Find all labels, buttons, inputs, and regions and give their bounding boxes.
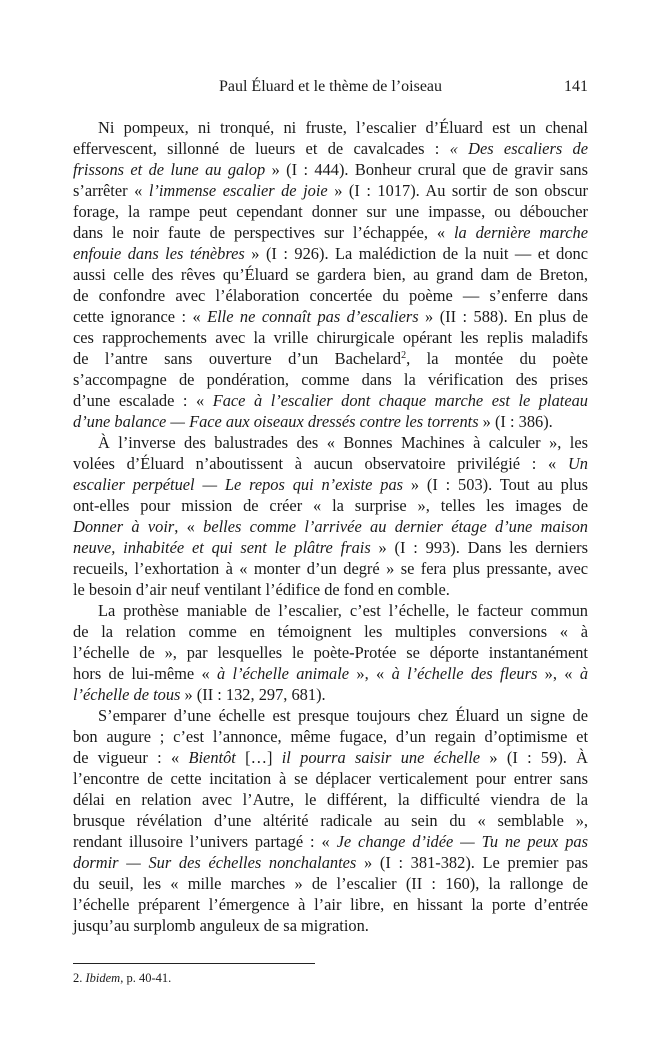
quotation-text: Elle ne connaît pas d’escaliers bbox=[207, 307, 419, 326]
text-line bbox=[73, 894, 588, 915]
text-segment: », « bbox=[537, 664, 580, 683]
text-segment: brusque révélation d’une altérité radicale au sein du « semblable », bbox=[73, 811, 588, 830]
quotation-text: « Des escaliers de bbox=[449, 139, 588, 158]
text-line bbox=[73, 264, 588, 285]
text-line bbox=[73, 600, 588, 621]
text-segment: S’emparer d’une échelle est presque toujours chez Éluard un signe de bbox=[98, 706, 588, 725]
text-segment: La prothèse maniable de l’escalier, c’est l’échelle, le facteur commun bbox=[98, 601, 588, 620]
text-line bbox=[73, 852, 588, 873]
text-line bbox=[73, 642, 588, 663]
quotation-text: Bientôt bbox=[188, 748, 236, 767]
text-line bbox=[73, 348, 588, 369]
paragraph bbox=[73, 432, 588, 600]
text-segment: rendant illusoire l’univers partagé : « bbox=[73, 832, 337, 851]
quotation-text: dormir — Sur des échelles nonchalantes bbox=[73, 853, 357, 872]
text-line bbox=[73, 222, 588, 243]
text-line bbox=[73, 201, 588, 222]
text-segment: hors de lui-même « bbox=[73, 664, 218, 683]
quotation-text: à bbox=[579, 664, 589, 683]
quotation-text: à l’échelle animale bbox=[217, 664, 350, 683]
quotation-text: la dernière marche bbox=[453, 223, 588, 242]
text-segment: […] bbox=[235, 748, 282, 767]
text-segment: de l’antre sans ouverture d’un Bachelard bbox=[73, 349, 402, 368]
quotation-text: Je change d’idée — Tu ne peux pas bbox=[336, 832, 588, 851]
text-line bbox=[73, 159, 588, 180]
quotation-text: enfouie dans les ténèbres bbox=[73, 244, 245, 263]
text-segment: » (I : 1017). Au sortir de son obscur bbox=[327, 181, 589, 200]
text-line bbox=[73, 411, 588, 432]
quotation-text: à l’échelle des fleurs bbox=[391, 664, 538, 683]
body-text bbox=[73, 117, 588, 936]
text-segment: de vigueur : « bbox=[73, 748, 189, 767]
text-line bbox=[73, 369, 588, 390]
text-line bbox=[73, 726, 588, 747]
quotation-text: l’immense escalier de joie bbox=[148, 181, 328, 200]
text-line bbox=[73, 453, 588, 474]
page-number: 141 bbox=[564, 78, 588, 95]
text-line bbox=[73, 537, 588, 558]
text-segment: forage, la rampe peut cependant donner sur une impasse, ou déboucher bbox=[73, 202, 588, 221]
text-segment: ces rapprochements avec la vrille chirurgicale opérant les replis maladifs bbox=[73, 328, 588, 347]
text-line bbox=[73, 684, 588, 705]
text-line bbox=[73, 474, 588, 495]
text-line bbox=[73, 285, 588, 306]
text-segment: » (I : 503). Tout au plus bbox=[403, 475, 588, 494]
text-segment: » (I : 926). La malédiction de la nuit — et donc bbox=[244, 244, 588, 263]
text-line bbox=[73, 789, 588, 810]
text-segment: Ni pompeux, ni tronqué, ni fruste, l’escalier d’Éluard est un chenal bbox=[98, 118, 588, 137]
paragraph bbox=[73, 117, 588, 432]
text-segment: de confondre avec l’élaboration concertée du poème — s’enferre dans bbox=[73, 286, 588, 305]
text-segment: » (I : 993). Dans les derniers bbox=[370, 538, 588, 557]
text-segment: du seuil, les « mille marches » de l’escalier (II : 160), la rallonge de bbox=[73, 874, 588, 893]
text-line bbox=[73, 747, 588, 768]
text-segment: » (II : 132, 297, 681). bbox=[180, 685, 326, 704]
text-segment: dans le noir faute de perspectives sur l’échappée, « bbox=[73, 223, 454, 242]
footnote-number: 2. bbox=[73, 971, 83, 985]
text-line bbox=[73, 768, 588, 789]
quotation-text: Un bbox=[567, 454, 588, 473]
quotation-text: d’une balance — Face aux oiseaux dressés contre les torrents bbox=[73, 412, 479, 431]
running-title: Paul Éluard et le thème de l’oiseau bbox=[218, 78, 443, 95]
footnote-text: , p. 40-41. bbox=[120, 971, 172, 985]
text-segment: aussi celle des rêves qu’Éluard se gardera bien, au grand dam de Breton, bbox=[73, 265, 588, 284]
text-line bbox=[73, 810, 588, 831]
text-segment: l’échelle préparent l’émergence à l’air libre, en hissant la porte d’entrée bbox=[73, 895, 588, 914]
text-line bbox=[73, 915, 588, 936]
quotation-text: neuve, inhabitée et qui sent le plâtre frais bbox=[73, 538, 371, 557]
text-line bbox=[73, 873, 588, 894]
text-segment: » (I : 381-382). Le premier pas bbox=[356, 853, 589, 872]
text-segment: cette ignorance : « bbox=[73, 307, 208, 326]
text-segment: recueils, l’exhortation à « monter d’un degré » se fera plus pressante, avec bbox=[73, 559, 588, 578]
quotation-text: il pourra saisir une échelle bbox=[281, 748, 481, 767]
footnote-ref: Ibidem bbox=[85, 971, 121, 985]
text-segment: , « bbox=[174, 517, 204, 536]
text-segment: bon augure ; c’est l’annonce, même fugace, d’un regain d’optimisme et bbox=[73, 727, 588, 746]
text-line bbox=[73, 663, 588, 684]
text-line bbox=[73, 558, 588, 579]
text-segment: s’accompagne de pondération, comme dans la vérification des prises bbox=[73, 370, 588, 389]
text-line bbox=[73, 327, 588, 348]
paragraph bbox=[73, 600, 588, 705]
text-segment: » (I : 59). À bbox=[480, 748, 589, 767]
text-segment: effervescent, sillonné de lueurs et de cavalcades : bbox=[73, 139, 450, 158]
text-line bbox=[73, 705, 588, 726]
text-line bbox=[73, 516, 588, 537]
text-line bbox=[73, 579, 588, 600]
text-line bbox=[73, 138, 588, 159]
text-segment: délai en relation avec l’Autre, le différent, la difficulté viendra de la bbox=[73, 790, 588, 809]
text-segment: À l’inverse des balustrades des « Bonnes Machines à calculer », les bbox=[98, 433, 588, 452]
quotation-text: Donner à voir bbox=[73, 517, 175, 536]
footnote-divider bbox=[73, 963, 315, 964]
quotation-text: l’échelle de tous bbox=[73, 685, 181, 704]
text-segment: d’une escalade : « bbox=[73, 391, 213, 410]
quotation-text: belles comme l’arrivée au dernier étage d’une maison bbox=[203, 517, 588, 536]
text-segment: volées d’Éluard n’aboutissent à aucun observatoire privilégié : « bbox=[73, 454, 568, 473]
text-segment: s’arrêter « bbox=[73, 181, 149, 200]
quotation-text: Face à l’escalier dont chaque marche est le plateau bbox=[212, 391, 588, 410]
text-line bbox=[73, 495, 588, 516]
running-header bbox=[73, 78, 588, 100]
quotation-text: escalier perpétuel — Le repos qui n’existe pas bbox=[73, 475, 404, 494]
text-segment: » (I : 444). Bonheur crural que de gravir sans bbox=[265, 160, 588, 179]
text-line bbox=[73, 243, 588, 264]
text-line bbox=[73, 180, 588, 201]
quotation-text: frissons et de lune au galop bbox=[73, 160, 266, 179]
text-line bbox=[73, 621, 588, 642]
text-line bbox=[73, 306, 588, 327]
footnote bbox=[73, 971, 171, 986]
text-segment: » (II : 588). En plus de bbox=[418, 307, 589, 326]
paragraph bbox=[73, 705, 588, 936]
text-segment: jusqu’au surplomb anguleux de sa migration. bbox=[73, 916, 369, 935]
footnote-marker: 2 bbox=[401, 350, 407, 361]
text-line bbox=[73, 831, 588, 852]
text-segment: l’encontre de cette incitation à se déplacer verticalement pour entrer sans bbox=[73, 769, 588, 788]
text-line bbox=[73, 117, 588, 138]
text-segment: , la montée du poète bbox=[406, 349, 588, 368]
text-segment: » (I : 386). bbox=[478, 412, 553, 431]
text-segment: l’échelle de », par lesquelles le poète-Protée se déporte instantanément bbox=[73, 643, 588, 662]
text-line bbox=[73, 432, 588, 453]
text-segment: de la relation comme en témoignent les multiples conversions « à bbox=[73, 622, 588, 641]
text-segment: ont-elles pour mission de créer « la surprise », telles les images de bbox=[73, 496, 588, 515]
text-segment: le besoin d’air neuf ventilant l’édifice de fond en comble. bbox=[73, 580, 450, 599]
text-line bbox=[73, 390, 588, 411]
text-segment: », « bbox=[349, 664, 392, 683]
